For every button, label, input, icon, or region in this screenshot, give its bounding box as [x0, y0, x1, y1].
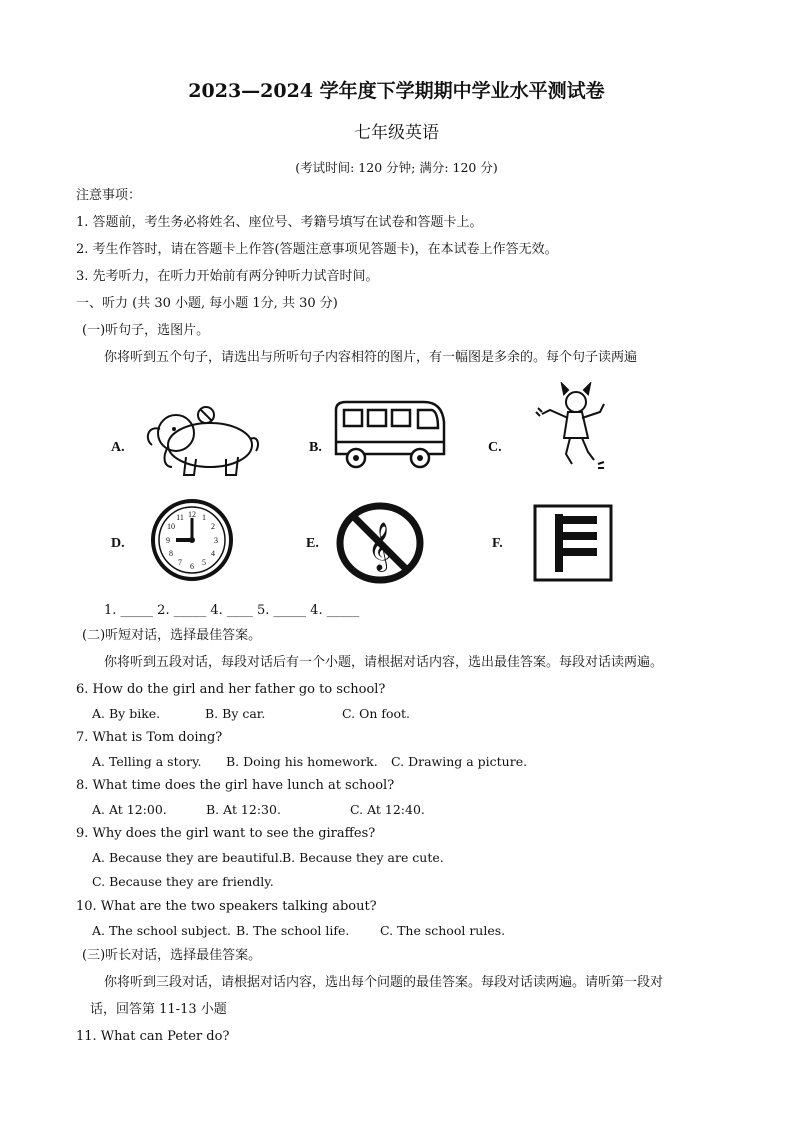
- note-item: 2. 考生作答时，请在答题卡上作答(答题注意事项见答题卡)，在本试卷上作答无效。: [76, 242, 558, 257]
- option: A. At 12:00.: [92, 802, 167, 817]
- part1-instruction: 你将听到五个句子，请选出与所听句子内容相符的图片，有一幅图是多余的。每个句子读两遍: [104, 350, 638, 365]
- girl-jumping-icon: [528, 382, 613, 477]
- svg-text:8: 8: [169, 549, 173, 558]
- picture-label-e: E.: [306, 536, 319, 551]
- elephant-icon: [140, 395, 262, 485]
- picture-label-a: A.: [111, 440, 125, 455]
- svg-text:11: 11: [176, 513, 184, 522]
- svg-text:1: 1: [202, 513, 206, 522]
- picture-label-d: D.: [111, 536, 125, 551]
- option: C. On foot.: [342, 706, 411, 721]
- option: B. The school life.: [236, 923, 350, 938]
- svg-text:3: 3: [214, 536, 218, 545]
- bus-icon: [328, 398, 450, 473]
- option: C. Drawing a picture.: [391, 754, 528, 769]
- picture-label-f: F.: [492, 536, 503, 551]
- option: A. Telling a story.: [92, 754, 202, 769]
- svg-text:7: 7: [178, 558, 182, 567]
- question-text: 7. What is Tom doing?: [76, 730, 223, 745]
- option: B. Because they are cute.: [282, 850, 444, 865]
- part1-heading: (一)听句子，选图片。: [82, 323, 210, 338]
- question-text: 10. What are the two speakers talking about?: [76, 899, 377, 914]
- note-item: 1. 答题前，考生务必将姓名、座位号、考籍号填写在试卷和答题卡上。: [76, 215, 483, 230]
- option: C. Because they are friendly.: [92, 874, 274, 889]
- option: B. By car.: [205, 706, 266, 721]
- option: C. The school rules.: [380, 923, 506, 938]
- svg-text:4: 4: [211, 549, 215, 558]
- svg-text:𝄞: 𝄞: [367, 521, 393, 570]
- option: B. Doing his homework.: [226, 754, 378, 769]
- svg-text:2: 2: [211, 522, 215, 531]
- option: A. By bike.: [92, 706, 161, 721]
- section-heading: 一、听力 (共 30 小题, 每小题 1分, 共 30 分): [76, 296, 338, 311]
- svg-text:12: 12: [188, 510, 196, 519]
- question-text: 11. What can Peter do?: [76, 1029, 230, 1044]
- option: B. At 12:30.: [206, 802, 281, 817]
- option: C. At 12:40.: [350, 802, 425, 817]
- notes-heading: 注意事项：: [76, 188, 142, 203]
- note-item: 3. 先考听力，在听力开始前有两分钟听力试音时间。: [76, 269, 379, 284]
- part3-instruction-cont: 话，回答第 11-13 小题: [90, 1002, 227, 1017]
- part2-heading: (二)听短对话，选择最佳答案。: [82, 628, 262, 643]
- question-text: 8. What time does the girl have lunch at school?: [76, 778, 395, 793]
- option: A. Because they are beautiful.: [92, 850, 283, 865]
- page-title: 2023—2024 学年度下学期期中学业水平测试卷: [188, 80, 605, 102]
- part3-instruction: 你将听到三段对话，请根据对话内容，选出每个问题的最佳答案。每段对话读两遍。请听第一段对: [104, 975, 664, 990]
- page-subtitle: 七年级英语: [354, 123, 439, 143]
- clock-icon: [150, 498, 234, 582]
- option: A. The school subject.: [92, 923, 231, 938]
- part2-instruction: 你将听到五段对话，每段对话后有一个小题，请根据对话内容，选出最佳答案。每段对话读两遍。: [104, 655, 664, 670]
- svg-text:9: 9: [166, 536, 170, 545]
- part3-heading: (三)听长对话，选择最佳答案。: [82, 948, 262, 963]
- no-music-icon: [335, 502, 425, 584]
- answer-line: 1. _____ 2. _____ 4. ____ 5. _____ 4. _____: [104, 603, 360, 618]
- exam-meta: (考试时间: 120 分钟; 满分: 120 分): [295, 160, 498, 175]
- svg-text:6: 6: [190, 562, 194, 571]
- svg-text:5: 5: [202, 558, 206, 567]
- question-text: 9. Why does the girl want to see the giraffes?: [76, 826, 376, 841]
- question-text: 6. How do the girl and her father go to school?: [76, 682, 386, 697]
- picture-label-c: C.: [488, 440, 502, 455]
- picture-label-b: B.: [309, 440, 322, 455]
- sign-f-icon: [533, 504, 613, 582]
- svg-text:10: 10: [167, 522, 175, 531]
